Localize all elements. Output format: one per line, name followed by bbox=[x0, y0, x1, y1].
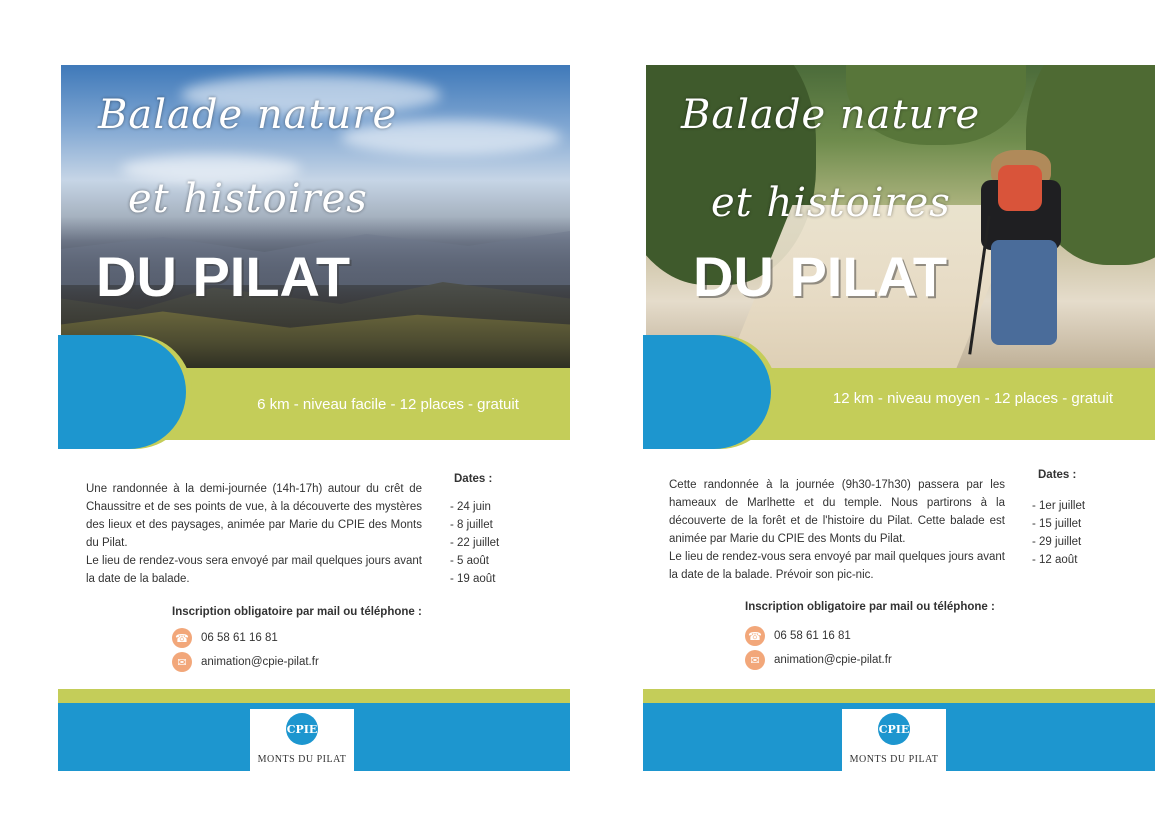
date-item: - 22 juillet bbox=[450, 537, 500, 549]
title-script-line-1: Balade nature bbox=[98, 92, 398, 138]
mail-icon: ✉ bbox=[745, 650, 765, 670]
date-item: - 24 juin bbox=[450, 501, 491, 513]
email-address: animation@cpie-pilat.fr bbox=[201, 656, 319, 668]
title-script-line-2: et histoires bbox=[711, 180, 951, 226]
phone-icon: ☎ bbox=[172, 628, 192, 648]
description-paragraph: Le lieu de rendez-vous sera envoyé par mail quelques jours avant la date de la balade. Prévoir son pic-nic. bbox=[669, 551, 1005, 581]
description-paragraph: Le lieu de rendez-vous sera envoyé par mail quelques jours avant la date de la balade. bbox=[86, 555, 422, 585]
flyer-left bbox=[58, 0, 570, 827]
email-contact bbox=[745, 650, 892, 670]
dates-list bbox=[1032, 497, 1085, 569]
phone-icon: ☎ bbox=[745, 626, 765, 646]
cpie-logo bbox=[842, 709, 946, 771]
description-paragraph: Une randonnée à la demi-journée (14h-17h) autour du crêt de Chaussitre et de ses points de vue, à la découverte des mystères des lieux et des paysages, animée par Marie du CPIE des Monts du Pilat. bbox=[86, 483, 422, 549]
phone-number: 06 58 61 16 81 bbox=[774, 630, 851, 642]
cpie-logo-mark: CPIE bbox=[286, 713, 318, 745]
phone-contact bbox=[745, 626, 851, 646]
date-item: - 8 juillet bbox=[450, 519, 493, 531]
description bbox=[86, 480, 422, 588]
footer-stripe bbox=[643, 689, 1155, 703]
email-contact bbox=[172, 652, 319, 672]
dates-title: Dates : bbox=[454, 473, 493, 485]
band-info-text: 12 km - niveau moyen - 12 places - gratuit bbox=[832, 390, 1114, 407]
cpie-logo bbox=[250, 709, 354, 771]
phone-contact bbox=[172, 628, 278, 648]
mail-icon: ✉ bbox=[172, 652, 192, 672]
date-item: - 19 août bbox=[450, 573, 496, 585]
date-item: - 15 juillet bbox=[1032, 518, 1082, 530]
dates-list bbox=[450, 498, 499, 588]
date-item: - 29 juillet bbox=[1032, 536, 1082, 548]
title-script-line-1: Balade nature bbox=[681, 92, 981, 138]
band-info-text: 6 km - niveau facile - 12 places - gratuit bbox=[257, 396, 519, 413]
date-item: - 5 août bbox=[450, 555, 489, 567]
dates-title: Dates : bbox=[1038, 469, 1077, 481]
date-item: - 1er juillet bbox=[1032, 500, 1086, 512]
cpie-logo-text: MONTS DU PILAT bbox=[849, 754, 939, 765]
title-main: DU PILAT bbox=[96, 245, 351, 308]
email-address: animation@cpie-pilat.fr bbox=[774, 654, 892, 666]
inscription-title: Inscription obligatoire par mail ou téléphone : bbox=[172, 606, 422, 618]
cpie-logo-text: MONTS DU PILAT bbox=[257, 754, 347, 765]
description bbox=[669, 476, 1005, 584]
inscription-title: Inscription obligatoire par mail ou téléphone : bbox=[745, 601, 995, 613]
title-script-line-2: et histoires bbox=[128, 176, 368, 222]
phone-number: 06 58 61 16 81 bbox=[201, 632, 278, 644]
title-main: DU PILAT bbox=[693, 245, 948, 308]
date-item: - 12 août bbox=[1032, 554, 1078, 566]
flyer-right bbox=[643, 0, 1155, 827]
band-blue-shape bbox=[58, 335, 186, 449]
band-blue-shape bbox=[643, 335, 771, 449]
description-paragraph: Cette randonnée à la journée (9h30-17h30) passera par les hameaux de Marlhette et du temple. Nous partirons à la découverte de la forêt et de l'histoire du Pilat. Cette balade est animée par Marie du CPIE des Monts du Pilat. bbox=[669, 479, 1005, 545]
cpie-logo-mark: CPIE bbox=[878, 713, 910, 745]
footer-stripe bbox=[58, 689, 570, 703]
